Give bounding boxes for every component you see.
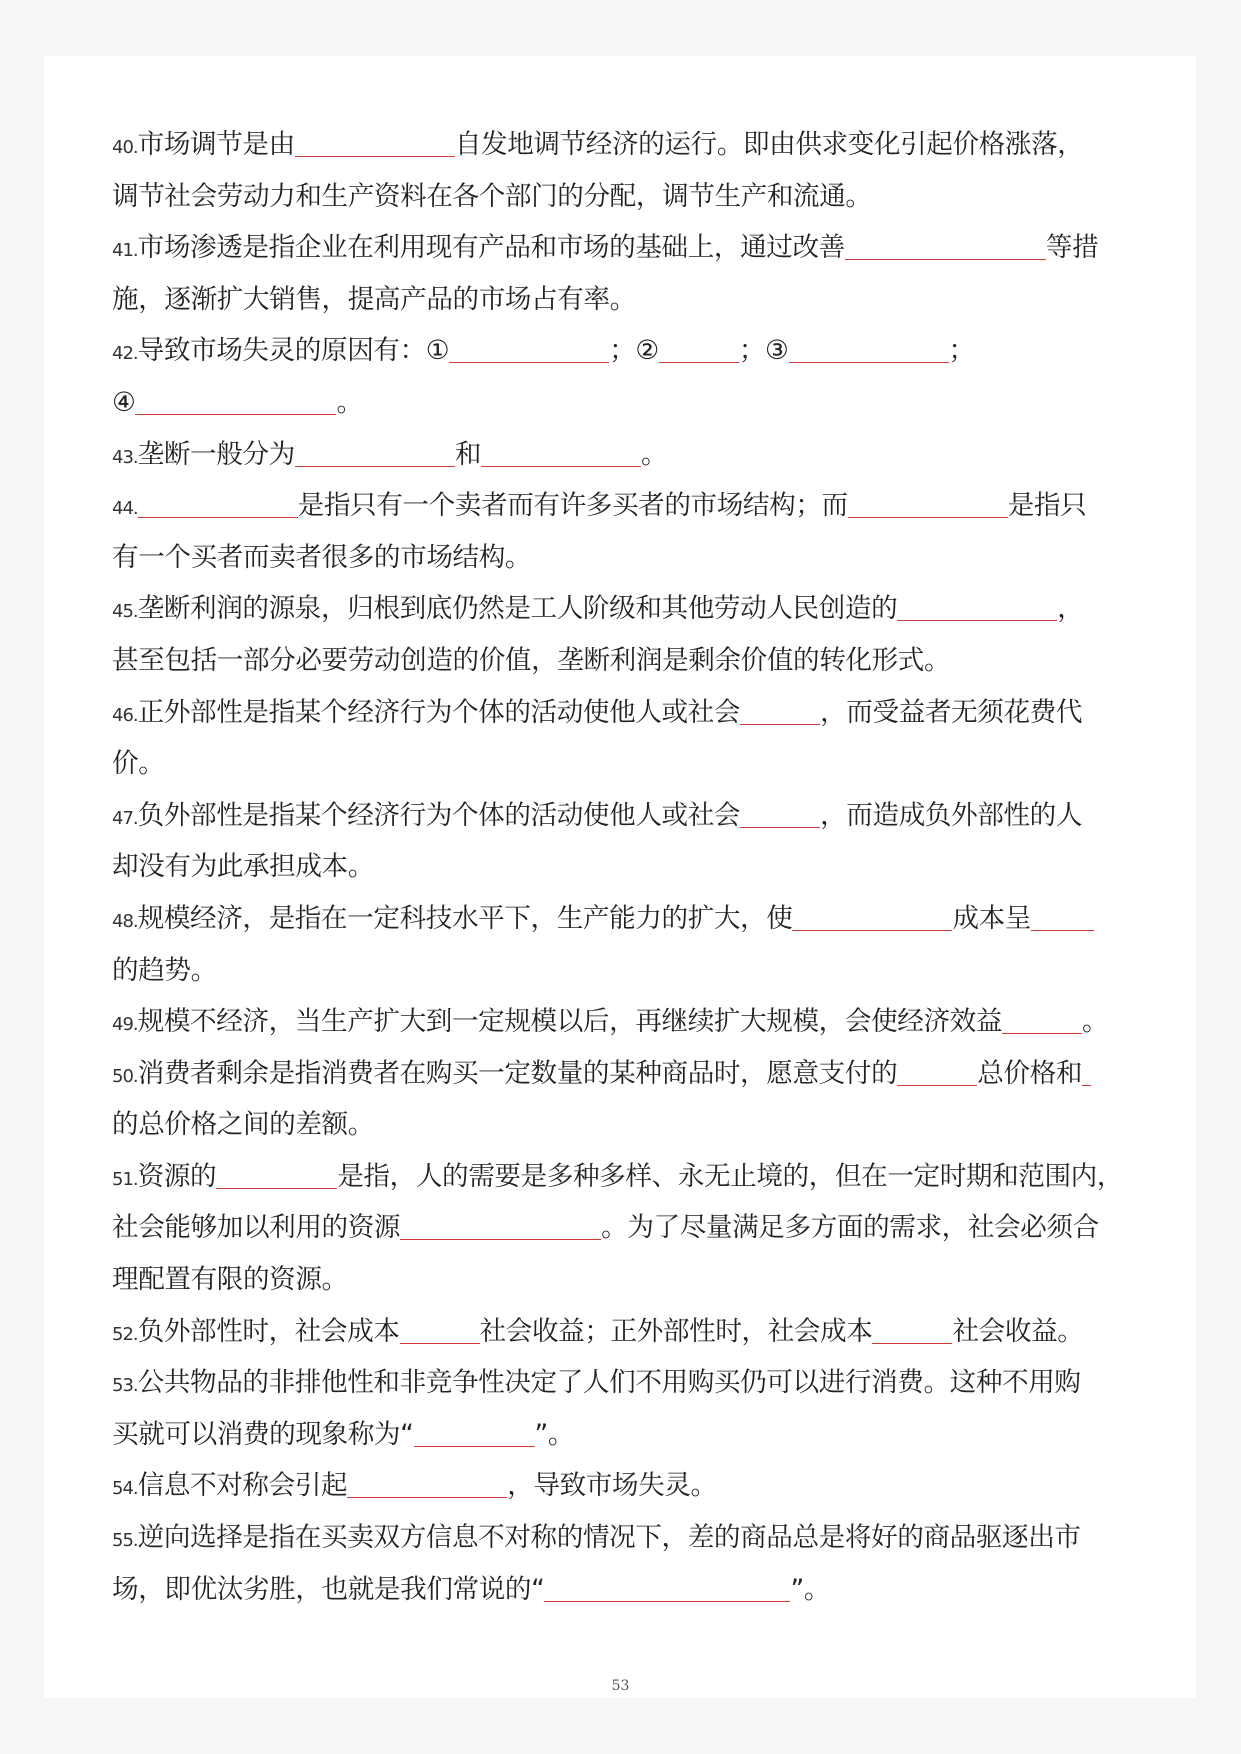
text-segment: 资源的 — [137, 1160, 217, 1192]
question-number: 40. — [112, 137, 138, 158]
text-segment: ”。 — [790, 1573, 831, 1605]
answer-blank — [295, 446, 455, 467]
text-line — [112, 377, 1142, 429]
text-segment: 垄断一般分为 — [137, 438, 295, 470]
question-number: 53. — [112, 1375, 138, 1397]
answer-blank — [481, 446, 641, 467]
text-segment: ；② — [609, 335, 659, 367]
text-line — [112, 1564, 1142, 1616]
answer-blank — [789, 342, 949, 363]
text-segment: 买就可以消费的现象称为“ — [112, 1418, 414, 1450]
text-segment: 市场调节是由 — [137, 129, 295, 160]
text-segment: 市场渗透是指企业在利用现有产品和市场的基础上，通过改善 — [137, 232, 845, 264]
question-number: 54. — [112, 1478, 138, 1500]
text-line — [112, 429, 1142, 481]
text-segment: 有一个买者而卖者很多的市场结构。 — [112, 541, 532, 573]
question-number: 49. — [112, 1014, 138, 1036]
text-segment: 社会收益。 — [952, 1315, 1084, 1347]
question-number: 51. — [112, 1168, 138, 1190]
answer-blank — [848, 497, 1008, 518]
text-line — [112, 583, 1142, 635]
text-line — [112, 1306, 1142, 1358]
text-segment: 正外部性是指某个经济行为个体的活动使他人或社会 — [137, 696, 741, 728]
text-segment: 。 — [641, 438, 668, 470]
text-segment: 公共物品的非排他性和非竞争性决定了人们不用购买仍可以进行消费。这种不用购 — [137, 1367, 1081, 1399]
answer-blank — [544, 1581, 790, 1602]
answer-blank — [897, 1065, 977, 1086]
page-number: 53 — [611, 1678, 630, 1694]
text-line — [112, 1409, 1142, 1461]
text-line — [112, 635, 1142, 687]
text-segment: ，而造成负外部性的人 — [820, 799, 1083, 831]
text-segment: 场，即优汰劣胜，也就是我们常说的“ — [112, 1573, 545, 1605]
text-line — [112, 171, 1142, 223]
question-list — [112, 119, 1142, 1615]
text-segment: 是指只有一个卖者而有许多买者的市场结构；而 — [297, 490, 848, 522]
text-line — [112, 1460, 1142, 1512]
text-segment: 调节社会劳动力和生产资料在各个部门的分配，调节生产和流通。 — [112, 180, 872, 212]
text-line — [112, 790, 1142, 842]
text-line — [112, 893, 1142, 945]
answer-blank — [872, 1323, 952, 1344]
text-segment: 施，逐渐扩大销售，提高产品的市场占有率。 — [112, 283, 636, 315]
text-segment: 等措 — [1045, 232, 1099, 264]
text-segment: 垄断利润的源泉，归根到底仍然是工人阶级和其他劳动人民创造的 — [137, 593, 898, 625]
question-number: 52. — [112, 1323, 138, 1345]
answer-blank — [414, 1426, 535, 1447]
text-segment: 甚至包括一部分必要劳动创造的价值，垄断利润是剩余价值的转化形式。 — [112, 644, 951, 676]
text-segment: 负外部性是指某个经济行为个体的活动使他人或社会 — [137, 799, 741, 831]
answer-blank — [138, 497, 298, 518]
text-segment: 的趋势。 — [112, 954, 217, 986]
answer-blank — [295, 136, 455, 157]
answer-blank — [347, 1477, 507, 1498]
answer-blank — [659, 342, 739, 363]
text-segment: 理配置有限的资源。 — [112, 1264, 348, 1296]
text-segment: 和 — [454, 438, 482, 470]
text-line — [112, 480, 1142, 532]
answer-blank — [1031, 910, 1094, 931]
question-number: 42. — [112, 343, 138, 365]
text-segment: 。为了尽量满足多方面的需求，社会必须合 — [601, 1212, 1099, 1244]
answer-blank — [135, 394, 336, 415]
text-segment: 总价格和 — [977, 1057, 1083, 1089]
question-number: 41. — [112, 240, 138, 262]
text-segment: 成本呈 — [952, 902, 1032, 934]
answer-blank — [740, 807, 820, 828]
text-line — [112, 1048, 1142, 1100]
text-line — [112, 532, 1142, 584]
answer-blank — [1002, 1013, 1082, 1034]
question-number: 47. — [112, 807, 138, 829]
question-number: 43. — [112, 446, 138, 468]
text-line — [112, 1099, 1142, 1151]
text-segment: 价。 — [112, 748, 165, 780]
text-segment: 消费者剩余是指消费者在购买一定数量的某种商品时，愿意支付的 — [137, 1057, 898, 1089]
answer-blank — [845, 239, 1046, 260]
text-segment: 负外部性时，社会成本 — [137, 1315, 400, 1347]
text-segment: ，而受益者无须花费代 — [820, 696, 1083, 728]
text-segment: 自发地调节经济的运行。即由供求变化引起价格涨落， — [454, 129, 1084, 160]
text-segment: 是指只 — [1007, 490, 1087, 522]
text-line — [112, 119, 1142, 171]
text-line — [112, 996, 1142, 1048]
text-line — [112, 1254, 1142, 1306]
answer-blank — [400, 1219, 601, 1240]
answer-blank — [216, 1168, 337, 1189]
text-segment: ，导致市场失灵。 — [507, 1470, 717, 1502]
answer-blank — [449, 342, 609, 363]
text-segment: ”。 — [534, 1418, 575, 1450]
text-line — [112, 1151, 1142, 1203]
text-segment: ； — [948, 335, 975, 367]
text-line — [112, 274, 1142, 326]
text-segment: 规模不经济，当生产扩大到一定规模以后，再继续扩大规模，会使经济效益 — [137, 1006, 1003, 1038]
text-segment: 。 — [336, 386, 363, 418]
answer-blank — [897, 600, 1057, 621]
question-number: 44. — [112, 498, 138, 520]
text-segment: 的总价格之间的差额。 — [112, 1109, 374, 1141]
question-number: 45. — [112, 601, 138, 623]
text-line — [112, 222, 1142, 274]
text-segment: 却没有为此承担成本。 — [112, 851, 374, 883]
text-segment: 社会收益；正外部性时，社会成本 — [479, 1315, 873, 1347]
text-line — [112, 1357, 1142, 1409]
text-line — [112, 687, 1142, 739]
text-line — [112, 325, 1142, 377]
text-segment: 导致市场失灵的原因有：① — [137, 335, 450, 367]
text-segment: 是指，人的需要是多种多样、永无止境的，但在一定时期和范围内， — [337, 1160, 1124, 1192]
question-number: 46. — [112, 704, 138, 726]
answer-blank — [400, 1323, 480, 1344]
text-line — [112, 1202, 1142, 1254]
answer-blank — [740, 704, 820, 725]
text-line — [112, 738, 1142, 790]
text-segment: 。 — [1082, 1006, 1109, 1038]
answer-blank — [1082, 1065, 1091, 1086]
text-segment: 信息不对称会引起 — [137, 1470, 348, 1502]
text-segment: ， — [1057, 593, 1084, 625]
question-number: 50. — [112, 1065, 138, 1087]
answer-blank — [792, 910, 952, 931]
text-line — [112, 945, 1142, 997]
text-segment: 规模经济，是指在一定科技水平下，生产能力的扩大，使 — [137, 902, 793, 934]
text-line — [112, 841, 1142, 893]
question-number: 48. — [112, 910, 138, 932]
text-segment: ④ — [112, 386, 136, 418]
text-line — [112, 1512, 1142, 1564]
text-segment: 社会能够加以利用的资源 — [112, 1212, 401, 1244]
text-segment: 逆向选择是指在买卖双方信息不对称的情况下，差的商品总是将好的商品驱逐出市 — [137, 1522, 1081, 1554]
question-number: 55. — [112, 1530, 138, 1552]
text-segment: ；③ — [738, 335, 789, 367]
